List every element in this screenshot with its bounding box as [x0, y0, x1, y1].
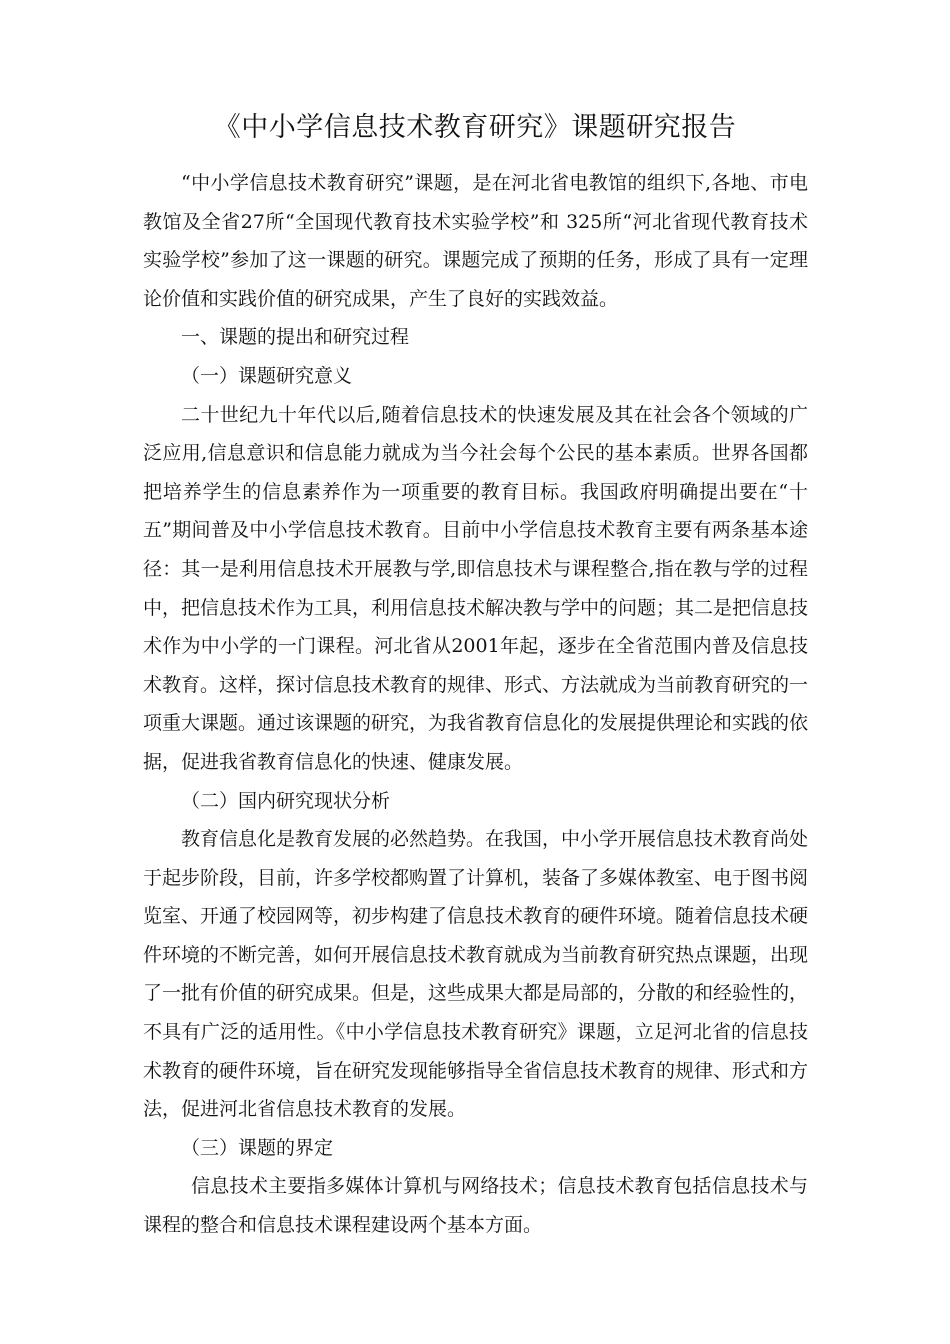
subsection-heading-domestic-status: （二）国内研究现状分析: [181, 789, 391, 812]
intro-paragraph: “中小学信息技术教育研究”课题，是在河北省电教馆的组织下,各地、市电教馆及全省27所“全国现代教育技术实验学校”和 325所“河北省现代教育技术实验学校”参加了这一课题的研究。课题完成了预期的任务，形成了具有一定理论价值和实践价值的研究成果，产生了良好的实践效益。: [143, 172, 808, 310]
document-body: [143, 164, 808, 1245]
domestic-status-paragraph: 教育信息化是教育发展的必然趋势。在我国，中小学开展信息技术教育尚处于起步阶段，目前，许多学校都购置了计算机，装备了多媒体教室、电于图书阅览室、开通了校园网等，初步构建了信息技术教育的硬件环境。随着信息技术硬件环境的不断完善，如何开展信息技术教育就成为当前教育研究热点课题，出现了一批有价值的研究成果。但是，这些成果大都是局部的，分散的和经验性的，不具有广泛的适用性。《中小学信息技术教育研究》课题，立足河北省的信息技术教育的硬件环境，旨在研究发现能够指导全省信息技术教育的规律、形式和方法，促进河北省信息技术教育的发展。: [143, 828, 809, 1121]
section-heading-1: 一、课题的提出和研究过程: [181, 326, 410, 349]
significance-paragraph: 二十世纪九十年代以后,随着信息技术的快速发展及其在社会各个领域的广泛应用,信息意识和信息能力就成为当今社会每个公民的基本素质。世界各国都把培养学生的信息素养作为一项重要的教育目标。我国政府明确提出要在“十五”期间普及中小学信息技术教育。目前中小学信息技术教育主要有两条基本途径：其一是利用信息技术开展教与学,即信息技术与课程整合,指在教与学的过程中，把信息技术作为工具，利用信息技术解决教与学中的问题；其二是把信息技术作为中小学的一门课程。河北省从2001年起，逐步在全省范围内普及信息技术教育。这样，探讨信息技术教育的规律、形式、方法就成为当前教育研究的一项重大课题。通过该课题的研究，为我省教育信息化的发展提供理论和实践的依据，促进我省教育信息化的快速、健康发展。: [143, 403, 809, 773]
subsection-heading-significance: （一）课题研究意义: [181, 364, 353, 387]
subsection-heading-definition: （三）课题的界定: [181, 1136, 334, 1159]
document-title: 《中小学信息技术教育研究》课题研究报告: [213, 112, 737, 143]
definition-paragraph: 信息技术主要指多媒体计算机与网络技术；信息技术教育包括信息技术与课程的整合和信息技术课程建设两个基本方面。: [143, 1175, 808, 1237]
